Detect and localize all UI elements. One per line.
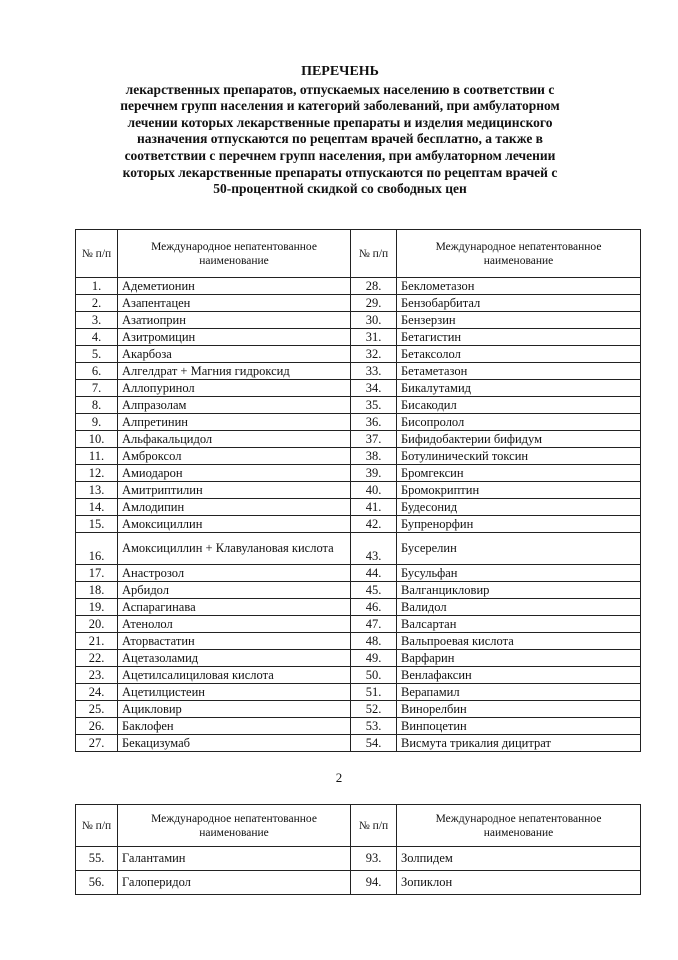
table-row: [76, 312, 641, 329]
row-number-right: 49.: [351, 650, 397, 667]
header-num-right: № п/п: [351, 805, 397, 847]
row-number-left: 12.: [76, 465, 118, 482]
row-number-right: 40.: [351, 482, 397, 499]
row-number-left: 23.: [76, 667, 118, 684]
drug-name-left: Ацетилцистеин: [118, 684, 351, 701]
row-number-right: 37.: [351, 431, 397, 448]
drug-name-right: Ботулинический токсин: [397, 448, 641, 465]
drug-name-right: Винпоцетин: [397, 718, 641, 735]
table-row: [76, 465, 641, 482]
row-number-right: 47.: [351, 616, 397, 633]
table-row: [76, 684, 641, 701]
drug-name-left: Амлодипин: [118, 499, 351, 516]
drug-name-right: Бромгексин: [397, 465, 641, 482]
table-row: [76, 871, 641, 895]
drug-name-left: Адеметионин: [118, 278, 351, 295]
drug-name-right: Бусульфан: [397, 565, 641, 582]
drug-name-left: Алгелдрат + Магния гидроксид: [118, 363, 351, 380]
drug-name-right: Венлафаксин: [397, 667, 641, 684]
header-name-left: Международное непатентованное наименование: [118, 805, 351, 847]
drug-name-left: Азапентацен: [118, 295, 351, 312]
heading-line: лечении которых лекарственные препараты и изделия медицинского: [127, 114, 553, 130]
drug-name-right: Бензерзин: [397, 312, 641, 329]
table-row: [76, 650, 641, 667]
table-row: [76, 718, 641, 735]
drug-name-right: Бензобарбитал: [397, 295, 641, 312]
row-number-right: 31.: [351, 329, 397, 346]
table-row: [76, 431, 641, 448]
drug-name-right: Валидол: [397, 599, 641, 616]
table-row: [76, 582, 641, 599]
table-row: [76, 346, 641, 363]
row-number-right: 52.: [351, 701, 397, 718]
drug-name-left: Ацетилсалициловая кислота: [118, 667, 351, 684]
row-number-right: 50.: [351, 667, 397, 684]
row-number-left: 4.: [76, 329, 118, 346]
table-row: [76, 516, 641, 533]
drug-name-left: Ацетазоламид: [118, 650, 351, 667]
drug-name-right: Винорелбин: [397, 701, 641, 718]
drug-name-right: Бикалутамид: [397, 380, 641, 397]
heading-line: которых лекарственные препараты отпускаются по рецептам врачей с: [122, 164, 558, 180]
drug-name-right: Бисопролол: [397, 414, 641, 431]
row-number-left: 3.: [76, 312, 118, 329]
drug-name-left: Алпразолам: [118, 397, 351, 414]
drug-name-right: Валганцикловир: [397, 582, 641, 599]
row-number-left: 1.: [76, 278, 118, 295]
table-body: [76, 847, 641, 895]
document-heading: [60, 64, 620, 198]
row-number-left: 6.: [76, 363, 118, 380]
drug-name-left: Баклофен: [118, 718, 351, 735]
drug-name-left: Атенолол: [118, 616, 351, 633]
table-row: [76, 397, 641, 414]
row-number-right: 30.: [351, 312, 397, 329]
row-number-right: 39.: [351, 465, 397, 482]
heading-line: 50-процентной скидкой со свободных цен: [213, 181, 467, 197]
row-number-left: 24.: [76, 684, 118, 701]
row-number-left: 11.: [76, 448, 118, 465]
heading-line: перечнем групп населения и категорий заболеваний, при амбулаторном: [120, 98, 560, 114]
row-number-left: 21.: [76, 633, 118, 650]
table-row: [76, 414, 641, 431]
drug-name-right: Бусерелин: [397, 533, 641, 565]
table-row: [76, 847, 641, 871]
table-row: [76, 667, 641, 684]
table-row: [76, 499, 641, 516]
drug-name-right: Вальпроевая кислота: [397, 633, 641, 650]
row-number-left: 55.: [76, 847, 118, 871]
row-number-right: 94.: [351, 871, 397, 895]
drug-name-right: Висмута трикалия дицитрат: [397, 735, 641, 752]
table-row: [76, 616, 641, 633]
drug-name-left: Акарбоза: [118, 346, 351, 363]
heading-line: лекарственных препаратов, отпускаемых населению в соответствии с: [125, 81, 555, 97]
row-number-left: 7.: [76, 380, 118, 397]
header-num-left: № п/п: [76, 805, 118, 847]
table-row: [76, 701, 641, 718]
drug-name-left: Амброксол: [118, 448, 351, 465]
drug-list-table-page2: [75, 804, 641, 895]
drug-list-table-page1: [75, 229, 641, 752]
row-number-right: 93.: [351, 847, 397, 871]
row-number-right: 34.: [351, 380, 397, 397]
row-number-right: 44.: [351, 565, 397, 582]
heading-line: назначения отпускаются по рецептам врачей бесплатно, а также в: [137, 131, 543, 147]
drug-name-left: Амитриптилин: [118, 482, 351, 499]
row-number-left: 2.: [76, 295, 118, 312]
row-number-left: 20.: [76, 616, 118, 633]
drug-name-left: Альфакальцидол: [118, 431, 351, 448]
table-row: [76, 329, 641, 346]
document-title: ПЕРЕЧЕНЬ: [301, 64, 379, 79]
row-number-right: 29.: [351, 295, 397, 312]
table-body: [76, 278, 641, 752]
table-row: [76, 448, 641, 465]
row-number-left: 14.: [76, 499, 118, 516]
drug-name-right: Бетагистин: [397, 329, 641, 346]
row-number-right: 35.: [351, 397, 397, 414]
drug-name-left: Азитромицин: [118, 329, 351, 346]
table-row: [76, 278, 641, 295]
row-number-right: 38.: [351, 448, 397, 465]
drug-name-left: Азатиоприн: [118, 312, 351, 329]
drug-name-left: Амоксициллин + Клавулановая кислота: [118, 533, 351, 565]
table-header-row: [76, 805, 641, 847]
drug-name-left: Арбидол: [118, 582, 351, 599]
heading-line: соответствии с перечнем групп населения, при амбулаторном лечении: [124, 147, 556, 163]
row-number-right: 45.: [351, 582, 397, 599]
row-number-right: 51.: [351, 684, 397, 701]
row-number-right: 46.: [351, 599, 397, 616]
row-number-right: 36.: [351, 414, 397, 431]
drug-name-right: Бисакодил: [397, 397, 641, 414]
drug-name-right: Верапамил: [397, 684, 641, 701]
row-number-right: 41.: [351, 499, 397, 516]
drug-name-left: Галантамин: [118, 847, 351, 871]
row-number-left: 18.: [76, 582, 118, 599]
page-number: 2: [335, 770, 343, 785]
row-number-right: 32.: [351, 346, 397, 363]
drug-name-right: Золпидем: [397, 847, 641, 871]
drug-name-left: Алпретинин: [118, 414, 351, 431]
drug-name-right: Варфарин: [397, 650, 641, 667]
drug-name-left: Амоксициллин: [118, 516, 351, 533]
header-name-right: Международное непатентованное наименование: [397, 805, 641, 847]
drug-name-right: Бетаксолол: [397, 346, 641, 363]
drug-name-left: Аспарагинава: [118, 599, 351, 616]
header-num-left: № п/п: [76, 230, 118, 278]
row-number-left: 22.: [76, 650, 118, 667]
row-number-left: 9.: [76, 414, 118, 431]
drug-name-right: Бифидобактерии бифидум: [397, 431, 641, 448]
drug-name-right: Бупренорфин: [397, 516, 641, 533]
table-row: [76, 533, 641, 565]
row-number-left: 16.: [76, 533, 118, 565]
table-row: [76, 633, 641, 650]
row-number-left: 19.: [76, 599, 118, 616]
drug-name-left: Амиодарон: [118, 465, 351, 482]
table-row: [76, 380, 641, 397]
header-num-right: № п/п: [351, 230, 397, 278]
table-row: [76, 482, 641, 499]
drug-name-right: Бромокриптин: [397, 482, 641, 499]
row-number-left: 26.: [76, 718, 118, 735]
row-number-right: 53.: [351, 718, 397, 735]
table-row: [76, 295, 641, 312]
row-number-left: 56.: [76, 871, 118, 895]
row-number-left: 5.: [76, 346, 118, 363]
row-number-right: 42.: [351, 516, 397, 533]
table-row: [76, 735, 641, 752]
drug-name-right: Зопиклон: [397, 871, 641, 895]
table-header-row: [76, 230, 641, 278]
row-number-left: 27.: [76, 735, 118, 752]
row-number-right: 28.: [351, 278, 397, 295]
table-row: [76, 363, 641, 380]
drug-name-right: Будесонид: [397, 499, 641, 516]
drug-name-right: Бетаметазон: [397, 363, 641, 380]
header-name-right: Международное непатентованное наименование: [397, 230, 641, 278]
row-number-left: 10.: [76, 431, 118, 448]
drug-name-left: Анастрозол: [118, 565, 351, 582]
header-name-left: Международное непатентованное наименование: [118, 230, 351, 278]
table-row: [76, 565, 641, 582]
row-number-right: 54.: [351, 735, 397, 752]
row-number-right: 43.: [351, 533, 397, 565]
drug-name-left: Бекацизумаб: [118, 735, 351, 752]
row-number-right: 33.: [351, 363, 397, 380]
drug-name-right: Валсартан: [397, 616, 641, 633]
drug-name-right: Беклометазон: [397, 278, 641, 295]
row-number-left: 15.: [76, 516, 118, 533]
table-row: [76, 599, 641, 616]
drug-name-left: Аторвастатин: [118, 633, 351, 650]
row-number-left: 25.: [76, 701, 118, 718]
row-number-left: 17.: [76, 565, 118, 582]
row-number-left: 8.: [76, 397, 118, 414]
drug-name-left: Ацикловир: [118, 701, 351, 718]
row-number-right: 48.: [351, 633, 397, 650]
row-number-left: 13.: [76, 482, 118, 499]
drug-name-left: Галоперидол: [118, 871, 351, 895]
drug-name-left: Аллопуринол: [118, 380, 351, 397]
